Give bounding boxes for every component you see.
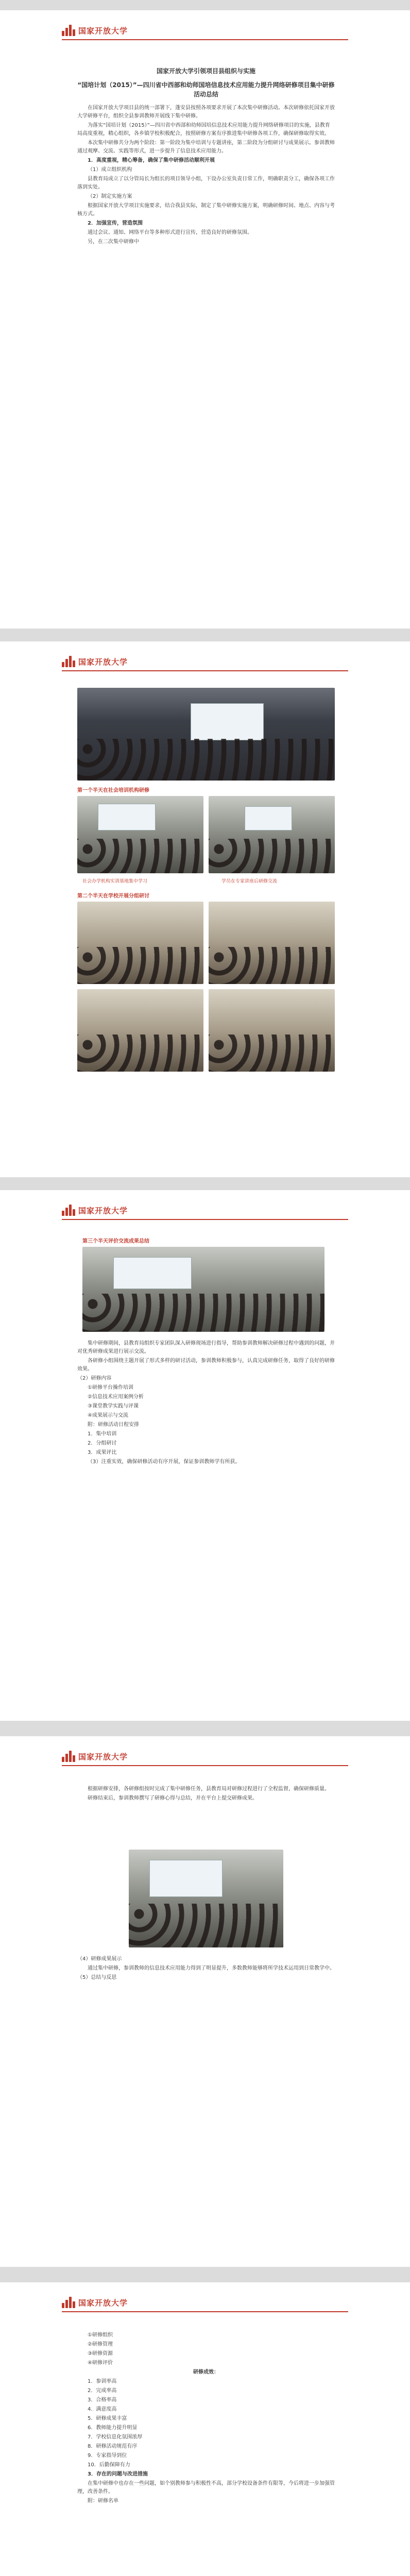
paragraph: 在集中研修中也存在一些问题，如个别教师参与积极性不高，部分学校设备条件有限等，今后将进一步加强管理，改善条件。 — [77, 2481, 335, 2495]
header-divider — [62, 1219, 348, 1220]
paragraph: 本次集中研修共分为两个阶段：第一阶段为集中培训与专题讲座，第二阶段为分组研讨与成果展示。参训教师通过观摩、交流、实践等形式，进一步提升了信息技术应用能力。 — [77, 140, 335, 154]
list-item: 1．参训率高 — [88, 2379, 117, 2384]
list-item: ①研修组织 — [88, 2332, 113, 2338]
list-item: ④成果展示与交流 — [88, 1413, 128, 1418]
list-item: 3．合格率高 — [88, 2397, 117, 2403]
header-divider — [62, 39, 348, 40]
brand-logo — [62, 1751, 128, 1762]
page-header — [0, 2282, 410, 2318]
logo-text: 国家开放大学 — [78, 657, 128, 667]
page-1 — [0, 10, 410, 629]
header-divider — [62, 2311, 348, 2312]
page-2 — [0, 641, 410, 1177]
list-item: 2．完成率高 — [88, 2388, 117, 2394]
list-item: ③研修资源 — [88, 2351, 113, 2357]
logo-icon — [62, 1751, 75, 1762]
paragraph: 根据国家开放大学项目实施要求，结合我县实际，制定了集中研修实施方案，明确研修时间、地点、内容与考核方式。 — [77, 203, 335, 217]
photo-caption: 第二个半天在学校开展分组研讨 — [77, 893, 149, 899]
doc-subtitle: “国培计划（2015）”—四川省中西部和幼师国培信息技术应用能力提升网络研修项目集中研修活动总结 — [77, 81, 335, 98]
training-photo — [82, 1247, 324, 1332]
paragraph: 研修结束后，参训教师撰写了研修心得与总结，并在平台上提交研修成果。 — [88, 1795, 258, 1801]
subheading: （2）制定实施方案 — [88, 194, 132, 199]
paragraph: 通过会议、通知、网络平台等多种形式进行宣传，营造良好的研修氛围。 — [88, 230, 252, 235]
list-item: 2．分组研讨 — [88, 1440, 117, 1446]
logo-icon — [62, 656, 75, 667]
list-item: 10．后勤保障有力 — [88, 2462, 130, 2468]
list-item: ①研修平台操作培训 — [88, 1385, 133, 1391]
brand-logo — [62, 1205, 128, 1216]
page-header — [0, 10, 410, 46]
page-3 — [0, 1190, 410, 1721]
photo-caption: 社会办学机构实训基地集中学习 — [82, 879, 148, 884]
header-divider — [62, 1765, 348, 1766]
paragraph: 在国家开放大学项目县的统一部署下，蓬安县按照各项要求开展了本次集中研修活动。本次研修依托国家开放大学研修平台，组织全县参训教师开展线下集中研修。 — [77, 105, 335, 119]
page-5 — [0, 2282, 410, 2576]
logo-icon — [62, 1205, 75, 1216]
subheading: （1）成立组织机构 — [88, 167, 132, 173]
brand-logo — [62, 656, 128, 667]
list-item: 7．学校信息化氛围浓厚 — [88, 2434, 143, 2440]
page-1-text — [77, 67, 335, 247]
subheading: （2）研修内容 — [77, 1376, 112, 1381]
page-5-text — [77, 2331, 335, 2506]
training-photo — [77, 796, 203, 873]
photo-caption: 第一个半天在社会培训机构研修 — [77, 788, 149, 793]
paragraph: 集中研修期间，县教育局组织专家团队深入研修现场进行指导，帮助参训教师解决研修过程中遇到的问题，并对优秀研修成果进行展示交流。 — [77, 1341, 335, 1354]
photo-caption: 第三个半天评价交流成果总结 — [82, 1239, 149, 1244]
paragraph: 根据研修安排，各研修组按时完成了集中研修任务，县教育局对研修过程进行了全程监督，确保研修质量。 — [88, 1786, 330, 1792]
page-header — [0, 1736, 410, 1772]
subheading: （4）研修成果展示 — [77, 1956, 122, 1962]
list-item: 4．满意度高 — [88, 2406, 117, 2412]
paragraph: （3）注重实效，确保研修活动有序开展，保证参训教师学有所获。 — [88, 1459, 241, 1465]
training-photo — [209, 902, 335, 984]
brand-logo — [62, 2297, 128, 2308]
paragraph: 通过集中研修，参训教师的信息技术应用能力得到了明显提升，多数教师能够将所学技术运用到日常教学中。 — [88, 1965, 335, 1971]
note: 附：研修活动日程安排 — [88, 1422, 139, 1428]
page-4-text-top — [77, 1785, 335, 1804]
training-photo — [209, 989, 335, 1072]
page-header — [0, 1190, 410, 1226]
photo-caption: 学员在专家讲座后研修交流 — [221, 879, 278, 884]
page-4 — [0, 1736, 410, 2267]
section-heading: 2．加强宣传，营造氛围 — [88, 221, 143, 226]
paragraph: 为落实“国培计划（2015）”—四川省中西部和幼师国培信息技术应用能力提升网络研修项目的实施，县教育局高度重视，精心组织，各乡镇学校积极配合，按照研修方案有序推进集中研修各项工作，确保研修取得实效。 — [77, 123, 330, 137]
page-3-text — [77, 1340, 335, 1467]
list-item: 9．专家指导到位 — [88, 2453, 127, 2459]
training-photo — [77, 989, 203, 1072]
paragraph: 县教育局成立了以分管局长为组长的项目领导小组，下设办公室负责日常工作，明确职责分工，确保各项工作落到实处。 — [77, 176, 335, 190]
paragraph: 附：研修名单 — [88, 2498, 118, 2504]
logo-icon — [62, 25, 75, 36]
training-photo — [129, 1850, 283, 1947]
training-photo — [77, 902, 203, 984]
logo-text: 国家开放大学 — [78, 2298, 128, 2308]
logo-text: 国家开放大学 — [78, 1752, 128, 1761]
training-photo — [77, 688, 335, 781]
list-item: ③课堂教学实践与评课 — [88, 1403, 139, 1409]
logo-icon — [62, 2297, 75, 2308]
section-heading: 1．高度重视，精心筹备，确保了集中研修活动顺利开展 — [88, 158, 215, 163]
subheading: 研修成效： — [193, 2369, 219, 2375]
list-item: ②研修管理 — [88, 2342, 113, 2347]
list-item: ②信息技术应用案例分析 — [88, 1394, 144, 1400]
list-item: ④研修评价 — [88, 2360, 113, 2366]
section-heading: 3．存在的问题与改进措施 — [88, 2471, 148, 2477]
doc-title: 国家开放大学引领项目县组织与实施 — [156, 67, 255, 75]
subheading: （5）总结与反思 — [77, 1975, 117, 1980]
list-item: 1．集中培训 — [88, 1431, 117, 1437]
list-item: 5．研修成果丰富 — [88, 2416, 127, 2421]
list-item: 8．研修活动规范有序 — [88, 2444, 138, 2449]
page-header — [0, 641, 410, 677]
list-item: 6．教师能力提升明显 — [88, 2425, 138, 2431]
logo-text: 国家开放大学 — [78, 1206, 128, 1215]
header-divider — [62, 670, 348, 671]
paragraph: 各研修小组围绕主题开展了形式多样的研讨活动，参训教师积极参与，认真完成研修任务，取得了良好的研修效果。 — [77, 1358, 335, 1372]
training-photo — [209, 796, 335, 873]
list-item: 3．成果评比 — [88, 1450, 117, 1455]
brand-logo — [62, 25, 128, 36]
page-4-text-bottom — [77, 1955, 335, 1983]
paragraph: 另，在二次集中研修中 — [88, 239, 139, 245]
logo-text: 国家开放大学 — [78, 26, 128, 36]
